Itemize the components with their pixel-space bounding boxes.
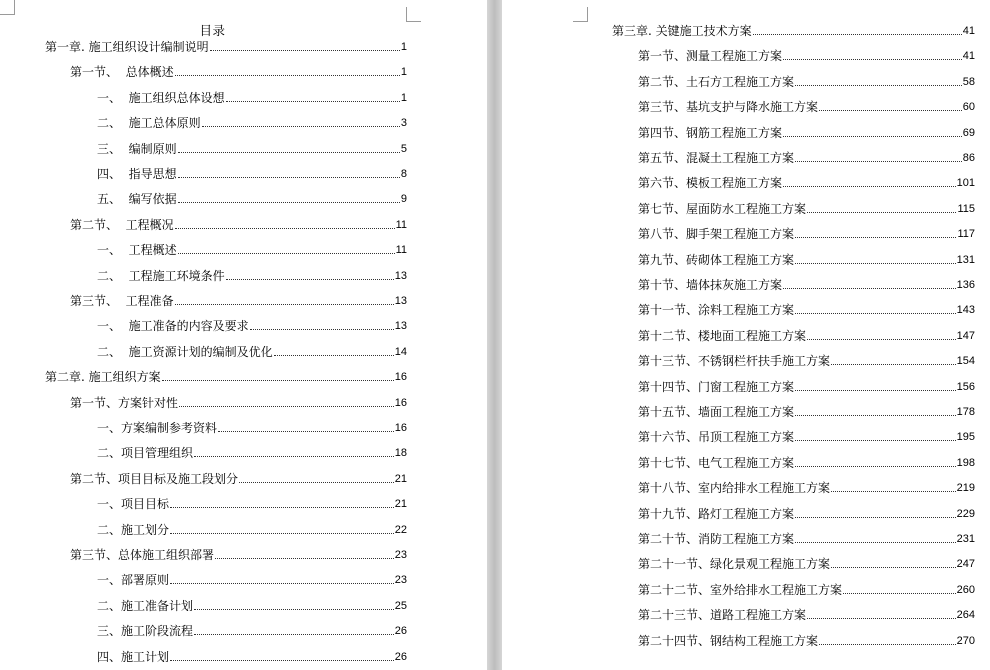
toc-leader-dots [807, 212, 956, 213]
toc-entry-label: 一、 工程概述 [97, 243, 177, 258]
toc-page-number: 11 [395, 218, 407, 231]
toc-entry-label: 第二十二节、室外给排水工程施工方案 [638, 582, 843, 597]
toc-entry-label: 一、 施工组织总体设想 [97, 90, 225, 105]
toc-leader-dots [783, 186, 956, 187]
toc-page-number: 264 [956, 609, 975, 622]
toc-entry[interactable] [97, 90, 407, 106]
toc-leader-dots [795, 161, 962, 162]
toc-entry[interactable] [97, 115, 407, 131]
toc-page-number: 101 [956, 177, 975, 190]
toc-page-number: 41 [962, 25, 975, 37]
toc-leader-dots [795, 263, 956, 264]
toc-page-number: 1 [400, 41, 407, 53]
toc-page-number: 154 [956, 355, 975, 368]
toc-entry[interactable] [638, 74, 975, 90]
toc-entry[interactable] [638, 582, 975, 598]
toc-leader-dots [178, 152, 400, 153]
toc-entry[interactable] [97, 318, 407, 334]
toc-leader-dots [170, 660, 394, 661]
toc-leader-dots [753, 34, 962, 35]
toc-page-number: 1 [400, 91, 407, 104]
toc-page-number: 41 [962, 50, 975, 63]
toc-leader-dots [210, 50, 400, 51]
toc-entry[interactable] [638, 226, 975, 242]
toc-page-number: 21 [394, 498, 407, 511]
toc-page-number: 8 [400, 168, 407, 180]
toc-entry-label: 二、施工准备计划 [97, 598, 194, 613]
toc-page-number: 86 [962, 152, 975, 164]
toc-entry[interactable] [97, 191, 407, 207]
toc-entry[interactable] [638, 353, 975, 369]
toc-entry-label: 三、施工阶段流程 [97, 624, 194, 639]
toc-leader-dots [795, 390, 956, 391]
toc-entry-label: 第十七节、电气工程施工方案 [638, 455, 795, 470]
toc-entry[interactable] [612, 23, 975, 39]
toc-entry[interactable] [45, 39, 407, 55]
toc-entry[interactable] [638, 99, 975, 115]
toc-entry-label: 一、项目目标 [97, 497, 170, 512]
toc-entry[interactable] [638, 201, 975, 217]
toc-leader-dots [178, 202, 400, 203]
toc-entry[interactable] [70, 471, 407, 487]
toc-entry[interactable] [638, 125, 975, 141]
toc-page-number: 136 [956, 279, 975, 291]
toc-page-number: 260 [956, 583, 975, 596]
toc-entry-label: 第七节、屋面防水工程施工方案 [638, 201, 807, 216]
toc-entry[interactable] [70, 64, 407, 80]
toc-entry-label: 第十六节、吊顶工程施工方案 [638, 430, 795, 445]
toc-entry[interactable] [70, 217, 407, 233]
toc-entry[interactable] [638, 506, 975, 522]
toc-page-number: 270 [956, 634, 975, 647]
toc-entry[interactable] [97, 268, 407, 284]
toc-entry-label: 第二十三节、道路工程施工方案 [638, 608, 807, 623]
toc-entry-label: 第一节、测量工程施工方案 [638, 49, 783, 64]
toc-page-number: 9 [400, 193, 407, 206]
toc-page-number: 229 [956, 507, 975, 520]
toc-entry-label: 第二节、项目目标及施工段划分 [70, 471, 239, 486]
toc-entry[interactable] [97, 496, 407, 512]
toc-entry-label: 二、 施工总体原则 [97, 116, 201, 131]
toc-entry-label: 第一节、方案针对性 [70, 395, 179, 410]
toc-leader-dots [194, 634, 394, 635]
toc-page-number: 178 [956, 406, 975, 418]
toc-entry[interactable] [638, 302, 975, 318]
toc-entry-label: 第五节、混凝土工程施工方案 [638, 151, 795, 165]
toc-leader-dots [175, 75, 400, 76]
toc-page-number: 14 [394, 345, 407, 358]
toc-leader-dots [831, 567, 956, 568]
toc-entry[interactable] [97, 166, 407, 182]
toc-leader-dots [202, 126, 400, 127]
toc-entry-label: 第十二节、楼地面工程施工方案 [638, 328, 807, 343]
toc-entry[interactable] [638, 252, 975, 268]
toc-entry[interactable] [97, 445, 407, 461]
toc-entry-label: 一、部署原则 [97, 573, 170, 588]
toc-page-number: 13 [394, 295, 407, 307]
toc-entry[interactable] [638, 328, 975, 344]
toc-leader-dots [178, 177, 400, 178]
toc-entry-label: 第二十节、消防工程施工方案 [638, 532, 795, 546]
toc-leader-dots [178, 253, 395, 254]
toc-entry[interactable] [638, 404, 975, 420]
toc-leader-dots [795, 517, 956, 518]
toc-page-number: 26 [394, 650, 407, 663]
toc-entry[interactable] [97, 141, 407, 157]
toc-entry[interactable] [638, 633, 975, 649]
toc-leader-dots [795, 466, 956, 467]
toc-entry[interactable] [97, 242, 407, 258]
toc-page-number: 219 [956, 482, 975, 495]
toc-entry-label: 第八节、脚手架工程施工方案 [638, 227, 795, 242]
document-page-right [502, 0, 990, 670]
toc-page-number: 23 [394, 574, 407, 587]
toc-leader-dots [819, 110, 962, 111]
toc-entry-label: 第三节、总体施工组织部署 [70, 548, 215, 562]
crop-mark [406, 7, 421, 22]
toc-page-number: 131 [956, 253, 975, 266]
toc-entry[interactable] [97, 649, 407, 665]
toc-page-number: 26 [394, 625, 407, 638]
toc-title: 目录 [199, 23, 226, 38]
toc-entry[interactable] [97, 572, 407, 588]
toc-leader-dots [807, 339, 956, 340]
toc-entry[interactable] [97, 598, 407, 614]
toc-entry-label: 二、 工程施工环境条件 [97, 268, 225, 283]
toc-page-number: 247 [956, 558, 975, 571]
toc-leader-dots [170, 507, 394, 508]
toc-page-number: 156 [956, 380, 975, 393]
toc-leader-dots [170, 583, 394, 584]
toc-entry[interactable] [97, 420, 407, 436]
toc-entry-label: 二、项目管理组织 [97, 446, 194, 461]
toc-page-number: 195 [956, 431, 975, 444]
toc-leader-dots [175, 304, 394, 305]
toc-page-number: 115 [957, 202, 975, 215]
page-gutter [487, 0, 502, 670]
toc-page-number: 231 [956, 533, 975, 545]
toc-entry[interactable] [638, 455, 975, 471]
toc-leader-dots [194, 456, 394, 457]
toc-entry-label: 第二十一节、绿化景观工程施工方案 [638, 557, 831, 572]
toc-page-number: 16 [394, 396, 407, 409]
toc-page-number: 21 [394, 472, 407, 485]
toc-entry-label: 第十节、墙体抹灰施工方案 [638, 278, 783, 292]
toc-page-number: 11 [395, 244, 407, 257]
toc-page-number: 16 [394, 371, 407, 384]
toc-page-number: 13 [394, 320, 407, 333]
toc-page-number: 13 [394, 269, 407, 282]
toc-leader-dots [170, 533, 394, 534]
toc-page-number: 16 [394, 422, 407, 434]
toc-entry-label: 三、 编制原则 [97, 141, 177, 156]
toc-leader-dots [175, 228, 395, 229]
toc-entry-label: 五、 编写依据 [97, 192, 177, 207]
toc-leader-dots [179, 406, 394, 407]
toc-leader-dots [795, 415, 956, 416]
crop-mark [0, 0, 15, 15]
toc-leader-dots [783, 136, 962, 137]
toc-entry-label: 一、方案编制参考资料 [97, 421, 218, 435]
toc-entry[interactable] [70, 293, 407, 309]
toc-page-number: 3 [400, 117, 407, 130]
toc-entry-label: 第四节、钢筋工程施工方案 [638, 125, 783, 140]
toc-entry[interactable] [638, 379, 975, 395]
toc-leader-dots [783, 288, 956, 289]
toc-leader-dots [795, 237, 956, 238]
toc-entry-label: 第三节、 工程准备 [70, 294, 174, 308]
toc-entry-label: 第三节、基坑支护与降水施工方案 [638, 100, 819, 115]
toc-entry[interactable] [638, 150, 975, 166]
toc-entry-label: 第十三节、不锈钢栏杆扶手施工方案 [638, 354, 831, 369]
toc-entry-label: 第一节、 总体概述 [70, 65, 174, 80]
toc-leader-dots [274, 355, 394, 356]
toc-entry-label: 第十九节、路灯工程施工方案 [638, 506, 795, 521]
toc-leader-dots [194, 609, 394, 610]
toc-entry-label: 四、 指导思想 [97, 167, 177, 181]
toc-entry-label: 二、 施工资源计划的编制及优化 [97, 344, 273, 359]
toc-page-number: 23 [394, 549, 407, 561]
toc-entry-label: 第十八节、室内给排水工程施工方案 [638, 481, 831, 496]
toc-leader-dots [162, 380, 394, 381]
document-page-left [0, 0, 487, 670]
toc-entry[interactable] [97, 344, 407, 360]
toc-entry-label: 二、施工划分 [97, 522, 170, 537]
toc-entry[interactable] [638, 277, 975, 293]
toc-leader-dots [795, 313, 956, 314]
toc-leader-dots [795, 85, 962, 86]
toc-leader-dots [819, 644, 956, 645]
toc-leader-dots [795, 542, 956, 543]
toc-entry-label: 第一章. 施工组织设计编制说明 [45, 40, 209, 54]
toc-page-number: 58 [962, 75, 975, 88]
toc-entry[interactable] [638, 556, 975, 572]
toc-page-number: 5 [400, 142, 407, 155]
toc-entry[interactable] [638, 480, 975, 496]
toc-page-number: 18 [394, 447, 407, 460]
toc-entry[interactable] [70, 547, 407, 563]
toc-leader-dots [226, 279, 394, 280]
toc-entry-label: 四、施工计划 [97, 649, 170, 664]
toc-entry-label: 第二节、土石方工程施工方案 [638, 74, 795, 89]
toc-entry[interactable] [638, 48, 975, 64]
toc-entry-label: 第二章. 施工组织方案 [45, 370, 161, 385]
toc-page-number: 117 [957, 228, 975, 241]
toc-entry[interactable] [638, 429, 975, 445]
toc-entry-label: 第九节、砖砌体工程施工方案 [638, 252, 795, 267]
toc-leader-dots [843, 593, 956, 594]
toc-entry[interactable] [70, 395, 407, 411]
toc-leader-dots [215, 558, 394, 559]
toc-leader-dots [218, 431, 394, 432]
toc-page-number: 22 [394, 523, 407, 536]
toc-leader-dots [250, 329, 394, 330]
toc-leader-dots [795, 440, 956, 441]
toc-entry-label: 一、 施工准备的内容及要求 [97, 319, 249, 334]
toc-page-number: 143 [956, 304, 975, 317]
toc-entry-label: 第十一节、涂料工程施工方案 [638, 303, 795, 318]
toc-entry[interactable] [45, 369, 407, 385]
toc-leader-dots [831, 491, 956, 492]
toc-leader-dots [226, 101, 400, 102]
crop-mark [573, 7, 588, 22]
toc-page-number: 198 [956, 456, 975, 469]
toc-entry[interactable] [638, 607, 975, 623]
toc-entry-label: 第十四节、门窗工程施工方案 [638, 379, 795, 394]
toc-entry-label: 第十五节、墙面工程施工方案 [638, 405, 795, 419]
toc-entry-label: 第六节、模板工程施工方案 [638, 176, 783, 191]
toc-page-number: 25 [394, 599, 407, 612]
toc-page-number: 1 [400, 66, 407, 79]
toc-entry[interactable] [638, 531, 975, 547]
toc-entry-label: 第二节、 工程概况 [70, 217, 174, 232]
toc-page-number: 147 [956, 329, 975, 342]
toc-leader-dots [239, 482, 394, 483]
toc-entry[interactable] [97, 522, 407, 538]
toc-leader-dots [783, 59, 962, 60]
toc-entry-label: 第二十四节、钢结构工程施工方案 [638, 633, 819, 648]
toc-leader-dots [807, 618, 956, 619]
toc-leader-dots [831, 364, 956, 365]
toc-page-number: 69 [962, 126, 975, 139]
toc-entry-label: 第三章. 关键施工技术方案 [612, 24, 752, 38]
toc-entry[interactable] [638, 175, 975, 191]
toc-entry[interactable] [97, 623, 407, 639]
toc-page-number: 60 [962, 101, 975, 114]
